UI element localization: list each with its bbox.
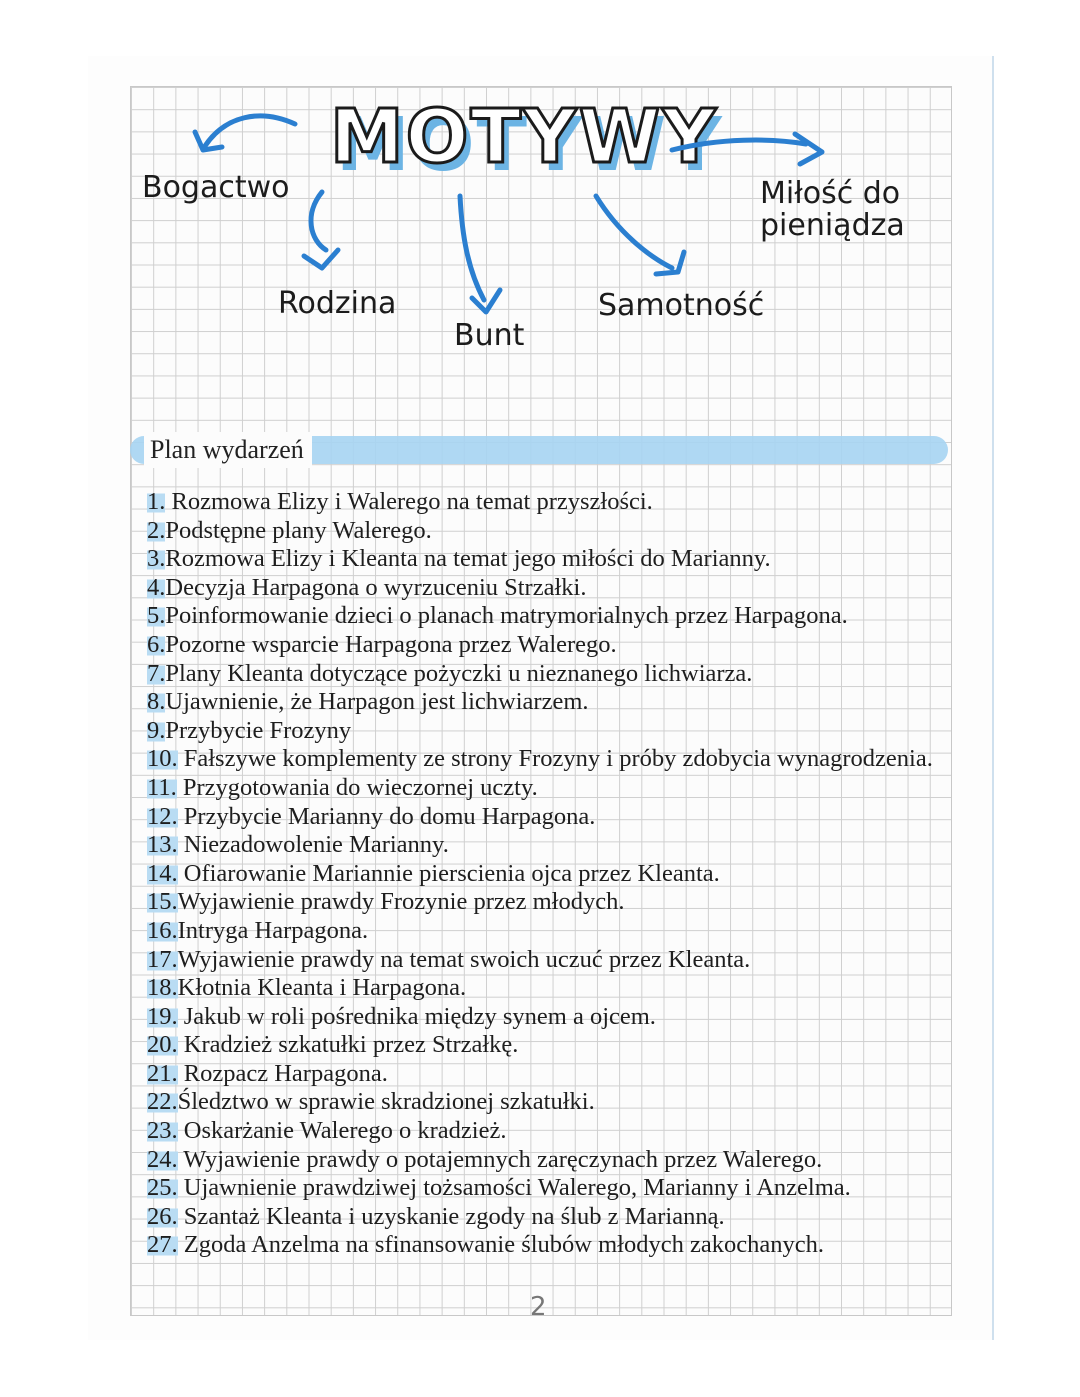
list-item bbox=[147, 831, 937, 860]
event-text: Plany Kleanta dotyczące pożyczki u nieznanego lichwiarza. bbox=[165, 659, 753, 687]
event-number: 16. bbox=[147, 916, 178, 944]
list-item bbox=[147, 545, 937, 574]
list-item bbox=[147, 917, 937, 946]
event-number: 15. bbox=[147, 888, 178, 916]
list-item bbox=[147, 688, 937, 717]
motif-bunt: Bunt bbox=[454, 318, 525, 353]
event-text: Przybycie Marianny do domu Harpagona. bbox=[177, 802, 596, 830]
list-item bbox=[147, 1146, 937, 1175]
event-text: Wyjawienie prawdy Frozynie przez młodych. bbox=[177, 888, 625, 916]
event-number: 21. bbox=[147, 1059, 178, 1087]
event-text: Poinformowanie dzieci o planach matrymorialnych przez Harpagona. bbox=[165, 602, 848, 630]
event-text: Kradzież szkatułki przez Strzałkę. bbox=[177, 1031, 519, 1059]
event-number: 11. bbox=[147, 773, 177, 801]
list-item bbox=[147, 660, 937, 689]
list-item bbox=[147, 1003, 937, 1032]
event-text: Niezadowolenie Marianny. bbox=[177, 831, 449, 859]
event-number: 14. bbox=[147, 859, 178, 887]
motif-samotnosc: Samotność bbox=[598, 288, 765, 323]
event-number: 10. bbox=[147, 745, 178, 773]
list-item bbox=[147, 888, 937, 917]
event-number: 25. bbox=[147, 1174, 178, 1202]
event-number: 4. bbox=[147, 573, 166, 601]
event-text: Rozpacz Harpagona. bbox=[177, 1059, 388, 1087]
event-text: Jakub w roli pośrednika między synem a ojcem. bbox=[177, 1002, 656, 1030]
list-item bbox=[147, 946, 937, 975]
event-number: 23. bbox=[147, 1117, 178, 1145]
list-item bbox=[147, 860, 937, 889]
event-text: Ujawnienie prawdziwej tożsamości Walerego, Marianny i Anzelma. bbox=[177, 1174, 851, 1202]
event-number: 3. bbox=[147, 545, 166, 573]
event-text: Wyjawienie prawdy na temat swoich uczuć przez Kleanta. bbox=[177, 945, 751, 973]
list-item bbox=[147, 602, 937, 631]
event-number: 13. bbox=[147, 831, 178, 859]
event-number: 12. bbox=[147, 802, 178, 830]
events-list bbox=[147, 488, 937, 1260]
event-text: Zgoda Anzelma na sfinansowanie ślubów młodych zakochanych. bbox=[177, 1231, 824, 1259]
list-item bbox=[147, 1231, 937, 1260]
event-text: Fałszywe komplementy ze strony Frozyny i próby zdobycia wynagrodzenia. bbox=[177, 745, 933, 773]
event-text: Przygotowania do wieczornej uczty. bbox=[176, 773, 538, 801]
list-item bbox=[147, 488, 937, 517]
event-number: 20. bbox=[147, 1031, 178, 1059]
event-text: Oskarżanie Walerego o kradzież. bbox=[177, 1117, 507, 1145]
event-text: Przybycie Frozyny bbox=[165, 716, 352, 744]
list-item bbox=[147, 1060, 937, 1089]
event-number: 7. bbox=[147, 659, 166, 687]
event-number: 6. bbox=[147, 630, 166, 658]
list-item bbox=[147, 1174, 937, 1203]
list-item bbox=[147, 745, 937, 774]
event-text: Ujawnienie, że Harpagon jest lichwiarzem. bbox=[165, 688, 589, 716]
event-number: 22. bbox=[147, 1088, 178, 1116]
event-number: 17. bbox=[147, 945, 178, 973]
list-item bbox=[147, 974, 937, 1003]
list-item bbox=[147, 574, 937, 603]
event-text: Śledztwo w sprawie skradzionej szkatułki. bbox=[177, 1088, 595, 1116]
plan-header bbox=[130, 432, 950, 468]
event-text: Ofiarowanie Mariannie pierscienia ojca przez Kleanta. bbox=[177, 859, 720, 887]
list-item bbox=[147, 631, 937, 660]
event-number: 27. bbox=[147, 1231, 178, 1259]
page-title: MOTYWY bbox=[330, 94, 718, 180]
event-number: 8. bbox=[147, 688, 166, 716]
event-text: Kłotnia Kleanta i Harpagona. bbox=[177, 974, 467, 1002]
list-item bbox=[147, 1117, 937, 1146]
list-item bbox=[147, 717, 937, 746]
event-number: 18. bbox=[147, 974, 178, 1002]
list-item bbox=[147, 1031, 937, 1060]
event-number: 19. bbox=[147, 1002, 178, 1030]
event-text: Wyjawienie prawdy o potajemnych zaręczynach przez Walerego. bbox=[177, 1145, 823, 1173]
list-item bbox=[147, 517, 937, 546]
list-item bbox=[147, 1203, 937, 1232]
event-number: 24. bbox=[147, 1145, 178, 1173]
motif-bogactwo: Bogactwo bbox=[142, 170, 290, 205]
event-text: Rozmowa Elizy i Kleanta na temat jego miłości do Marianny. bbox=[165, 545, 771, 573]
event-number: 1. bbox=[147, 488, 166, 515]
event-number: 9. bbox=[147, 716, 166, 744]
list-item bbox=[147, 803, 937, 832]
event-number: 26. bbox=[147, 1202, 178, 1230]
event-text: Intryga Harpagona. bbox=[177, 916, 369, 944]
event-text: Podstępne plany Walerego. bbox=[165, 516, 432, 544]
event-text: Szantaż Kleanta i uzyskanie zgody na ślub z Marianną. bbox=[177, 1202, 725, 1230]
motif-milosc-do-pieniadza: Miłość do pieniądza bbox=[760, 176, 905, 243]
list-item bbox=[147, 1088, 937, 1117]
plan-title: Plan wydarzeń bbox=[144, 432, 312, 468]
event-text: Decyzja Harpagona o wyrzuceniu Strzałki. bbox=[165, 573, 587, 601]
event-text: Pozorne wsparcie Harpagona przez Walerego. bbox=[165, 630, 617, 658]
list-item bbox=[147, 774, 937, 803]
event-text: Rozmowa Elizy i Walerego na temat przyszłości. bbox=[165, 488, 653, 515]
event-number: 5. bbox=[147, 602, 166, 630]
event-number: 2. bbox=[147, 516, 166, 544]
page-number: 2 bbox=[530, 1292, 547, 1322]
motif-rodzina: Rodzina bbox=[278, 286, 397, 321]
